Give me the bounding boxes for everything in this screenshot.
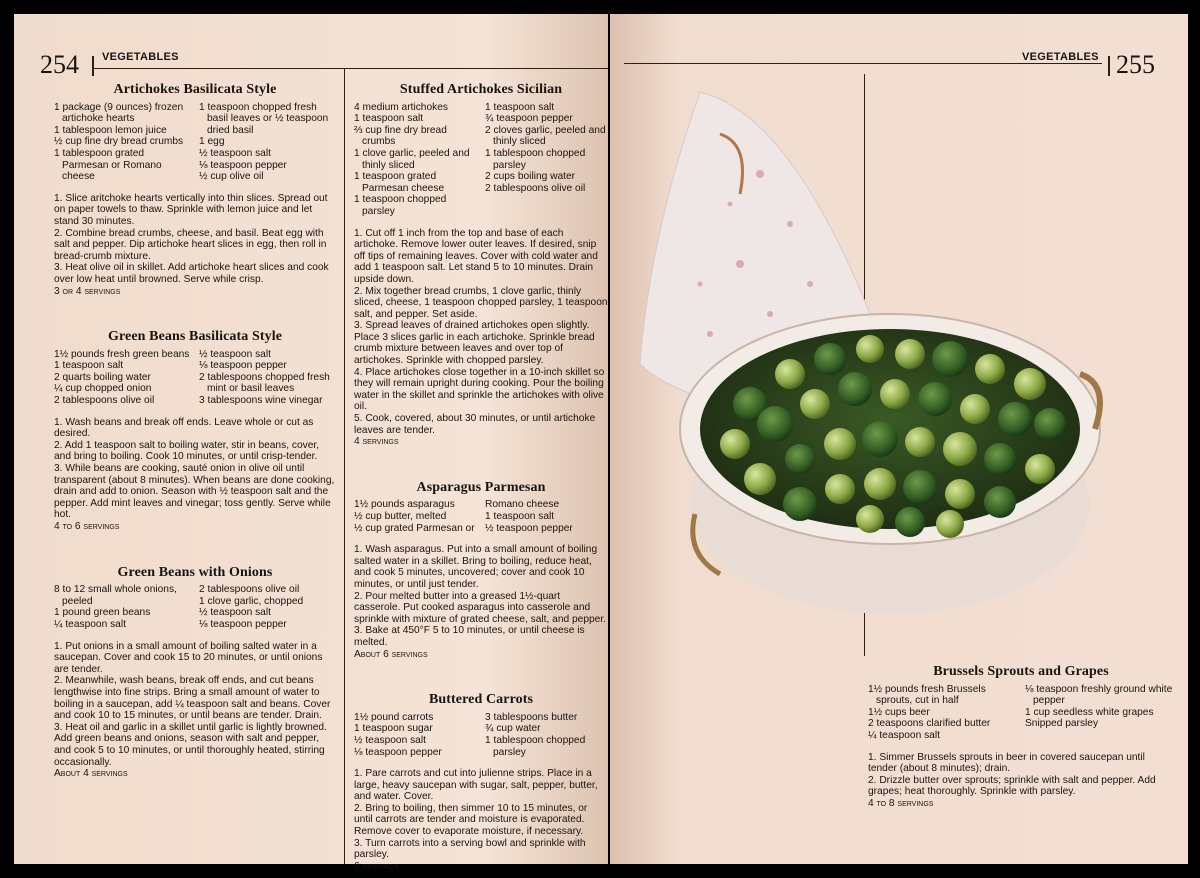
ingredient: 4 medium artichokes (354, 101, 448, 113)
page-number: 254 (40, 50, 79, 79)
ingredients (354, 712, 608, 758)
instructions (54, 193, 336, 297)
ingredient-list (54, 349, 191, 407)
instruction-step: 1. Slice aritchoke hearts vertically into thin slices. Spread out on paper towels to thaw. Sprinkle with lemon juice and let stand 30 minutes. (54, 192, 328, 227)
ingredient: 1 package (9 ounces) frozen artichoke hearts (54, 101, 184, 125)
ingredient: 1½ pounds fresh Brussels sprouts, cut in half (868, 683, 986, 707)
servings: 6 servings (354, 860, 399, 872)
ingredient: Snipped parsley (1025, 718, 1099, 730)
recipe-column-2 (354, 84, 608, 872)
ingredient: ½ cup fine dry bread crumbs (54, 136, 184, 148)
instruction-step: 5. Cook, covered, about 30 minutes, or until artichoke leaves are tender. (354, 413, 596, 436)
instruction-step: 1. Cut off 1 inch from the top and base of each artichoke. Remove lower outer leaves. If desired, snip off tips of remaining leaves. Cover with cold water and add 1 teaspoon salt. Let stand 5 to 10 minutes. Drain upside down. (354, 227, 598, 285)
ingredient-list (354, 102, 477, 218)
instruction-step: 2. Add 1 teaspoon salt to boiling water, stir in beans, cover, and bring to boiling. Cook 10 minutes, or until crisp-tender. (54, 439, 320, 463)
recipe-title: Buttered Carrots (428, 692, 534, 708)
recipe-title: Asparagus Parmesan (416, 479, 546, 495)
ingredient: ¼ teaspoon salt (54, 618, 126, 630)
ingredient: 1 tablespoon grated Parmesan or Romano cheese (54, 147, 162, 183)
ingredient-list (485, 499, 608, 534)
ingredient: ½ cup grated Parmesan or (354, 522, 475, 534)
ingredient: 1½ cups beer (868, 706, 930, 718)
recipe-title: Brussels Sprouts and Grapes (933, 664, 1109, 679)
ingredient: ⅛ teaspoon pepper (199, 618, 287, 630)
ingredient: 1 teaspoon sugar (354, 723, 433, 735)
ingredient: ½ cup olive oil (199, 171, 264, 183)
ingredient: 1½ pounds fresh green beans (54, 348, 190, 360)
ingredient: 8 to 12 small whole onions, peeled (54, 584, 177, 607)
recipe (54, 564, 336, 780)
ingredient: ½ teaspoon salt (199, 348, 271, 360)
header-divider (92, 56, 94, 76)
ingredient: 1 pound green beans (54, 607, 151, 619)
instruction-step: 3. Bake at 450°F 5 to 10 minutes, or until cheese is melted. (354, 625, 585, 648)
ingredients (54, 584, 336, 630)
servings: About 6 servings (354, 648, 428, 660)
instruction-step: 2. Drizzle butter over sprouts; sprinkle with salt and pepper. Add grapes; heat thoroughly. Sprinkle with parsley. (868, 774, 1156, 798)
ingredient: 1 teaspoon salt (485, 511, 555, 522)
instruction-step: 1. Put onions in a small amount of boiling salted water in a saucepan. Cover and cook 15 to 20 minutes, or until onions are tender. (54, 640, 323, 675)
ingredient-list (54, 584, 191, 630)
recipe-column-1 (54, 84, 336, 780)
recipe-title: Stuffed Artichokes Sicilian (399, 82, 563, 97)
ingredient: 1 tablespoon chopped parsley (485, 147, 586, 171)
servings: 4 to 8 servings (868, 797, 934, 809)
recipe-title: Artichokes Basilicata Style (113, 82, 277, 97)
ingredient: 1 cup seedless white grapes (1025, 706, 1154, 718)
servings: 3 or 4 servings (54, 285, 121, 297)
ingredient: 1 teaspoon salt (354, 113, 424, 125)
instruction-step: 2. Combine bread crumbs, cheese, and basil. Beat egg with salt and pepper. Dip artichoke heart slices in egg, then roll in bread-crumb mixture. (54, 227, 327, 262)
recipe (54, 84, 336, 297)
recipe-title: Green Beans Basilicata Style (107, 329, 283, 345)
ingredient: 1 teaspoon chopped parsley (354, 194, 447, 217)
recipe-title: Green Beans with Onions (117, 564, 273, 580)
instructions (868, 752, 1174, 810)
ingredients (354, 499, 608, 534)
ingredient: ½ teaspoon salt (354, 734, 426, 746)
ingredient: ¾ teaspoon pepper (485, 113, 573, 125)
section-header: VEGETABLES (102, 51, 179, 63)
instruction-step: 3. Heat olive oil in skillet. Add artichoke heart slices and cook over low heat until browned. Serve while crisp. (54, 262, 329, 285)
ingredients (354, 102, 608, 218)
ingredient: 3 tablespoons wine vinegar (199, 395, 323, 407)
instruction-step: 4. Place artichokes close together in a 10-inch skillet so they will remain upright during cooking. Pour the boiling water in the skillet and sprinkle the artichokes with olive oil. (354, 366, 605, 413)
ingredient-list (199, 349, 336, 407)
ingredient: ½ teaspoon salt (199, 607, 271, 619)
ingredient: 2 tablespoons olive oil (199, 584, 300, 596)
recipe-column-3 (868, 666, 1174, 810)
ingredient-list (868, 684, 1017, 742)
ingredient: 1½ pound carrots (354, 711, 434, 723)
ingredient-list (354, 499, 477, 534)
ingredient: ⅔ cup fine dry bread crumbs (354, 124, 447, 148)
servings: 4 servings (354, 436, 399, 448)
ingredient: 1 tablespoon lemon juice (54, 124, 167, 136)
instruction-step: 1. Simmer Brussels sprouts in beer in covered saucepan until tender (about 8 minutes); drain. (868, 751, 1145, 775)
right-page (610, 14, 1188, 864)
ingredient-list (354, 712, 477, 758)
ingredient: ½ teaspoon salt (199, 147, 271, 159)
instruction-step: 3. Heat oil and garlic in a skillet until garlic is lightly browned. Add green beans and onions, season with salt and pepper, and cook 5 to 10 minutes, or until thoroughly heated, stirring occasionally. (54, 721, 327, 768)
ingredient-list (199, 102, 336, 183)
ingredient: 2 tablespoons chopped fresh mint or basil leaves (199, 371, 330, 395)
instruction-step: 1. Wash asparagus. Put into a small amount of boiling salted water in a skillet. Bring to boiling, reduce heat, and cook 5 minutes, uncovered; cover and cook 10 minutes, or until just tender. (354, 544, 598, 590)
instructions (354, 544, 608, 660)
section-header: VEGETABLES (1022, 51, 1099, 63)
ingredient: 1 teaspoon chopped fresh basil leaves or ½ teaspoon dried basil (199, 101, 329, 136)
instruction-step: 2. Meanwhile, wash beans, break off ends, and cut beans lengthwise into fine strips. Bring a small amount of water to boiling in a saucepan, add ¼ teaspoon salt and beans. Cover and cook 10 to 15 minutes, or until beans are tender. Drain. (54, 675, 331, 722)
instruction-step: 2. Mix together bread crumbs, 1 clove garlic, thinly sliced, cheese, 1 teaspoon chopped parsley, 1 teaspoon salt, and pepper. Set aside. (354, 285, 608, 320)
column-divider (344, 68, 345, 864)
ingredient: ¼ teaspoon salt (868, 729, 940, 741)
instructions (54, 417, 336, 533)
ingredient: 3 tablespoons butter (485, 711, 578, 723)
ingredient: ½ cup butter, melted (354, 511, 447, 522)
ingredient: ½ teaspoon pepper (485, 522, 573, 534)
page-number: 255 (1116, 50, 1155, 79)
ingredient: ⅛ teaspoon pepper (199, 159, 287, 171)
recipe (54, 331, 336, 533)
brussels-sprouts-photo (640, 84, 1120, 644)
ingredient: 1 egg (199, 136, 225, 148)
ingredient: ⅛ teaspoon freshly ground white pepper (1025, 683, 1173, 707)
instructions (354, 768, 608, 872)
ingredient: 2 quarts boiling water (54, 371, 151, 383)
recipe (868, 666, 1174, 810)
servings: 4 to 6 servings (54, 521, 120, 532)
ingredient: 1½ pounds asparagus (354, 499, 455, 511)
ingredient: 1 teaspoon grated Parmesan cheese (354, 171, 445, 194)
ingredient: 1 teaspoon salt (54, 360, 124, 372)
ingredient: 1 tablespoon chopped parsley (485, 734, 586, 758)
ingredients (868, 684, 1174, 742)
ingredient-list (485, 102, 608, 218)
instruction-step: 3. While beans are cooking, sauté onion in olive oil until transparent (about 8 minutes). When beans are done cooking, drain and add to onion. Season with ½ teaspoon salt and the pepper. Add mint leaves and vinegar; toss gently. Serve while hot. (54, 463, 335, 521)
ingredient: 2 tablespoons olive oil (485, 182, 586, 194)
instruction-step: 2. Bring to boiling, then simmer 10 to 15 minutes, or until carrots are tender and moisture is evaporated. Remove cover to evaporate moisture, if necessary. (354, 802, 588, 838)
instruction-step: 1. Pare carrots and cut into julienne strips. Place in a large, heavy saucepan with sugar, salt, pepper, butter, and water. Cover. (354, 768, 598, 803)
recipe (354, 694, 608, 872)
header-rule (624, 63, 1102, 64)
instructions (54, 641, 336, 780)
ingredient-list (485, 712, 608, 758)
instructions (354, 228, 608, 448)
ingredient-list (54, 102, 191, 183)
ingredient: ¼ cup chopped onion (54, 383, 152, 395)
ingredient: ⅛ teaspoon pepper (199, 360, 287, 372)
ingredient: 2 cups boiling water (485, 171, 576, 183)
recipe (354, 479, 608, 660)
instruction-step: 3. Spread leaves of drained artichokes open slightly. Place 3 slices garlic in each artichoke. Sprinkle bread crumb mixture between leaves and over top of artichokes. Sprinkle with chopped parsley. (354, 320, 595, 367)
ingredient: 1 clove garlic, peeled and thinly sliced (354, 147, 470, 171)
ingredient: ¾ cup water (485, 723, 541, 735)
ingredient: ⅛ teaspoon pepper (354, 746, 442, 758)
ingredient-list (1025, 684, 1174, 742)
ingredient: Romano cheese (485, 499, 560, 511)
instruction-step: 1. Wash beans and break off ends. Leave whole or cut as desired. (54, 416, 314, 440)
ingredients (54, 102, 336, 183)
ingredient: 1 teaspoon salt (485, 101, 555, 113)
header-rule (92, 68, 608, 69)
ingredients (54, 349, 336, 407)
recipe (354, 84, 608, 448)
header-divider (1108, 56, 1110, 76)
ingredient: 1 clove garlic, chopped (199, 595, 304, 607)
servings: About 4 servings (54, 768, 128, 780)
ingredient: 2 teaspoons clarified butter (868, 718, 991, 730)
ingredient: 2 cloves garlic, peeled and thinly sliced (485, 124, 606, 148)
instruction-step: 3. Turn carrots into a serving bowl and sprinkle with parsley. (354, 837, 586, 861)
ingredient-list (199, 584, 336, 630)
ingredient: 2 tablespoons olive oil (54, 395, 155, 407)
left-page (14, 14, 608, 872)
instruction-step: 2. Pour melted butter into a greased 1½-quart casserole. Put cooked asparagus into casserole and sprinkle with mixture of grated cheese, salt, and pepper. (354, 590, 606, 625)
